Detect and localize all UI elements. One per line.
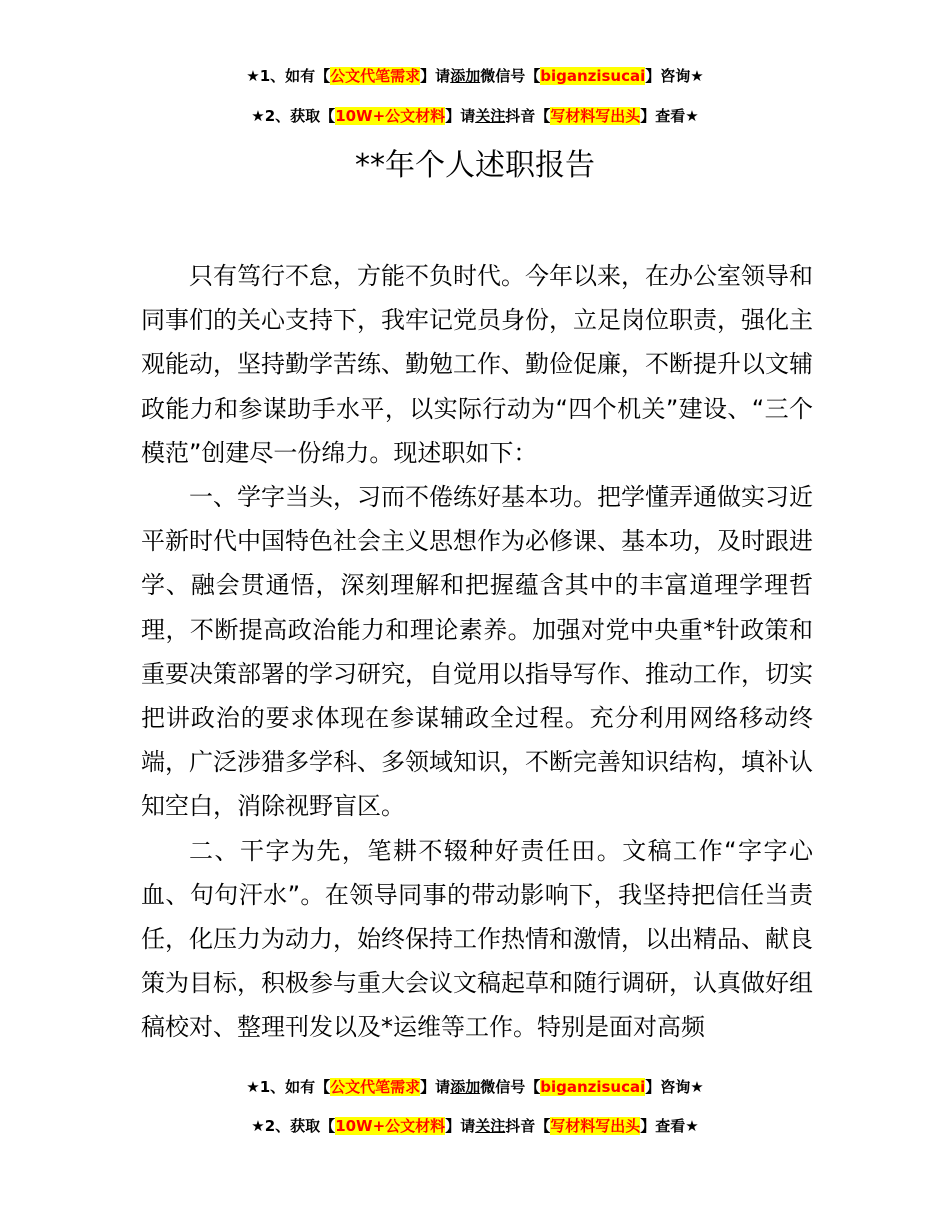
paragraph-section-2: 二、干字为先，笔耕不辍种好责任田。文稿工作“字字心血、句句汗水”。在领导同事的带动影响下，我坚持把信任当责任，化压力为动力，始终保持工作热情和激情，以出精品、献良策为目标，积极参与重大会议文稿起草和随行调研，认真做好组稿校对、整理刊发以及*运维等工作。特别是面对高频 (141, 836, 813, 1042)
highlight-douyin-account: 写材料写出头 (550, 1117, 641, 1135)
paragraph-section-1: 一、学字当头，习而不倦练好基本功。把学懂弄通做实习近平新时代中国特色社会主义思想作为必修课、基本功，及时跟进学、融会贯通悟，深刻理解和把握蕴含其中的丰富道理学理哲理，不断提高政治能力和理论素养。加强对党中央重*针政策和重要决策部署的学习研究，自觉用以指导写作、推动工作，切实把讲政治的要求体现在参谋辅政全过程。充分利用网络移动终端，广泛涉猎多学科、多领域知识，不断完善知识结构，填补认知空白，消除视野盲区。 (141, 483, 813, 821)
highlight-service: 公文代笔需求 (330, 1078, 421, 1096)
highlight-service: 公文代笔需求 (330, 67, 421, 85)
header-banner-line-1: ★1、如有【公文代笔需求】请添加微信号【biganzisucai】咨询★ (246, 67, 704, 85)
document-title: **年个人述职报告 (355, 148, 595, 183)
highlight-wechat-id: biganzisucai (540, 67, 646, 85)
header-banner-line-2: ★2、获取【10W+公文材料】请关注抖音【写材料写出头】查看★ (251, 107, 699, 125)
document-body (141, 254, 813, 1050)
paragraph-intro: 只有笃行不怠，方能不负时代。今年以来，在办公室领导和同事们的关心支持下，我牢记党员身份，立足岗位职责，强化主观能动，坚持勤学苦练、勤勉工作、勤俭促廉，不断提升以文辅政能力和参谋助手水平，以实际行动为“四个机关”建设、“三个模范”创建尽一份绵力。现述职如下： (141, 262, 813, 467)
highlight-materials: 10W+公文材料 (335, 107, 446, 125)
highlight-materials: 10W+公文材料 (335, 1117, 446, 1135)
highlight-douyin-account: 写材料写出头 (550, 107, 641, 125)
highlight-wechat-id: biganzisucai (540, 1078, 646, 1096)
footer-banner-line-1: ★1、如有【公文代笔需求】请添加微信号【biganzisucai】咨询★ (246, 1078, 704, 1096)
footer-banner-line-2: ★2、获取【10W+公文材料】请关注抖音【写材料写出头】查看★ (251, 1117, 699, 1135)
